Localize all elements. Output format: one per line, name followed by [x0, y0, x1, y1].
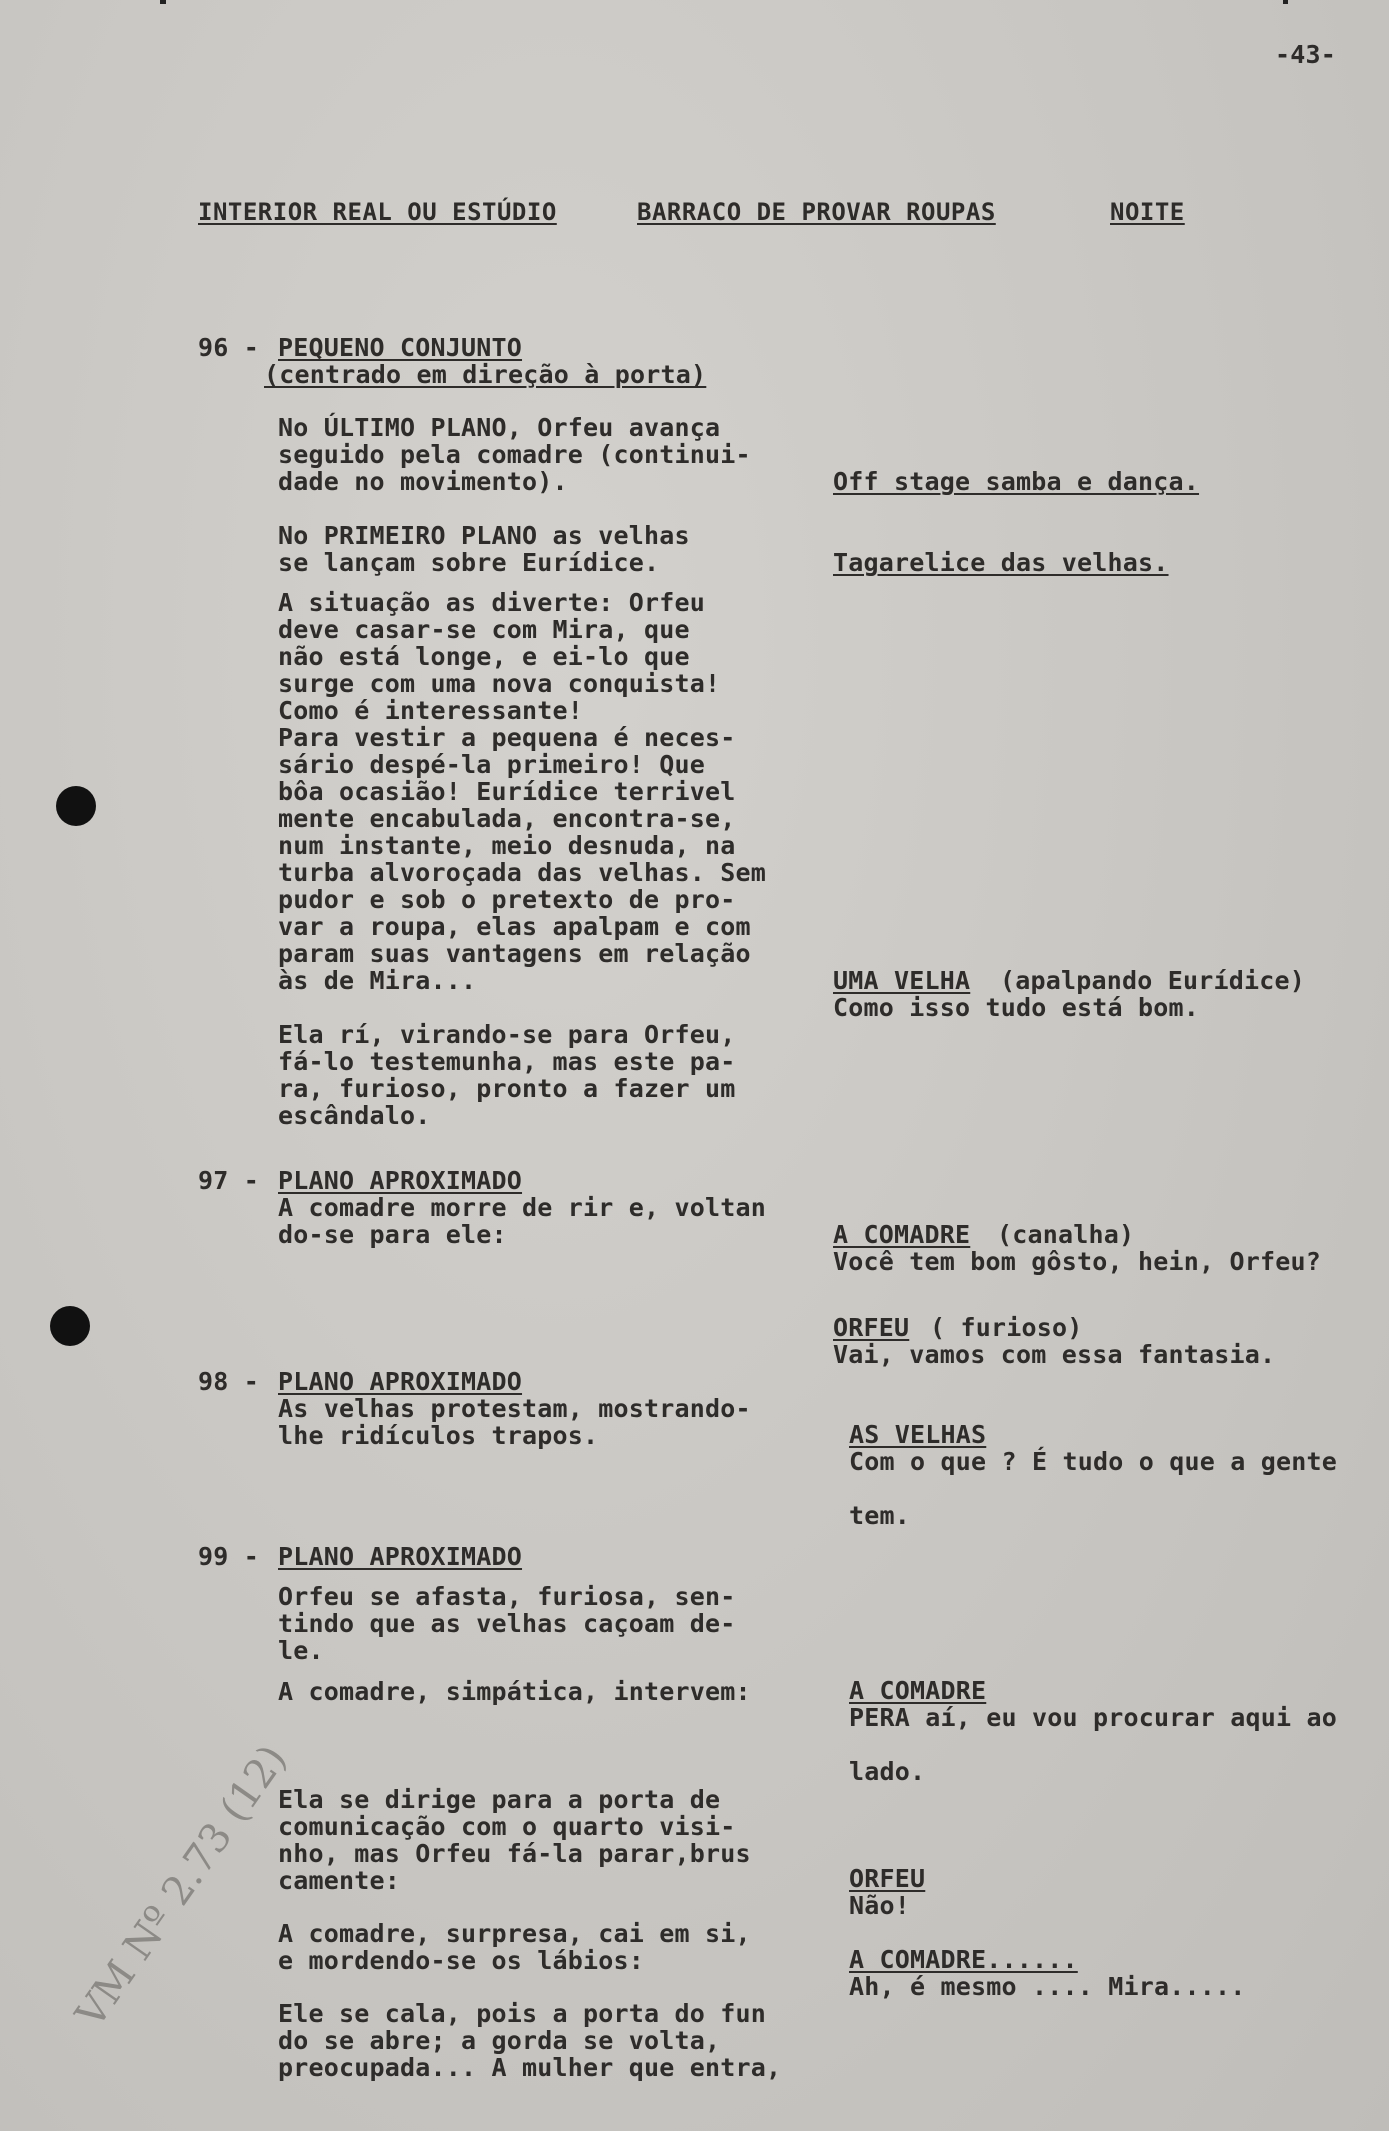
dialogue-line: Ah, é mesmo .... Mira..... — [849, 1972, 1246, 2001]
action-paragraph: Orfeu se afasta, furiosa, sen- tindo que as velhas caçoam de- le. — [278, 1582, 736, 1665]
dialogue-line: Você tem bom gôsto, hein, Orfeu? — [833, 1247, 1322, 1276]
dialogue-line: tem. — [849, 1501, 911, 1530]
shot-title-96: PEQUENO CONJUNTO — [278, 333, 523, 362]
dialogue-character: ORFEU — [849, 1864, 926, 1893]
punch-hole — [56, 786, 96, 826]
action-paragraph: A comadre morre de rir e, voltan do-se para ele: — [278, 1193, 767, 1249]
action-paragraph: No ÚLTIMO PLANO, Orfeu avança seguido pela comadre (continui- dade no movimento). — [278, 413, 751, 496]
dialogue-character: AS VELHAS — [849, 1420, 987, 1449]
page-number: -43- — [1275, 40, 1337, 69]
edge-mark — [1283, 0, 1288, 4]
dialogue-character: A COMADRE — [849, 1676, 987, 1705]
action-paragraph: A comadre, simpática, intervem: — [278, 1677, 751, 1706]
shot-number-97: 97 - — [198, 1166, 260, 1195]
action-paragraph: Ela rí, virando-se para Orfeu, fá-lo testemunha, mas este pa- ra, furioso, pronto a fazer um escândalo. — [278, 1020, 736, 1130]
scene-heading-time: NOITE — [1110, 198, 1185, 226]
shot-title-98: PLANO APROXIMADO — [278, 1367, 523, 1396]
shot-number-99: 99 - — [198, 1542, 260, 1571]
action-paragraph: No PRIMEIRO PLANO as velhas se lançam sobre Eurídice. — [278, 521, 690, 577]
sound-cue: Tagarelice das velhas. — [833, 548, 1169, 577]
dialogue-parenthetical: (apalpando Eurídice) — [1000, 966, 1306, 995]
dialogue-line: Como isso tudo está bom. — [833, 993, 1200, 1022]
shot-number-98: 98 - — [198, 1367, 260, 1396]
shot-title-99: PLANO APROXIMADO — [278, 1542, 523, 1571]
scene-heading-set: BARRACO DE PROVAR ROUPAS — [637, 198, 996, 226]
action-paragraph: A comadre, surpresa, cai em si, e mordendo-se os lábios: — [278, 1919, 751, 1975]
dialogue-line: Não! — [849, 1891, 911, 1920]
dialogue-line: lado. — [849, 1757, 926, 1786]
shot-title-97: PLANO APROXIMADO — [278, 1166, 523, 1195]
shot-number-96: 96 - — [198, 333, 260, 362]
edge-mark — [160, 0, 166, 4]
action-paragraph: As velhas protestam, mostrando- lhe ridículos trapos. — [278, 1394, 751, 1450]
punch-hole — [50, 1306, 90, 1346]
scene-heading-location: INTERIOR REAL OU ESTÚDIO — [198, 198, 557, 226]
dialogue-line: Com o que ? É tudo o que a gente — [849, 1447, 1338, 1476]
action-paragraph: A situação as diverte: Orfeu deve casar-se com Mira, que não está longe, e ei-lo que surge com uma nova conquista! Como é interessante! Para vestir a pequena é neces- sário despé-la primeiro! Que bôa ocasião! Eurídice terrivel mente encabulada, encontra-se, num instante, meio desnuda, na turba alvoroçada das velhas. Sem pudor e sob o pretexto de pro- var a roupa, elas apalpam e com param suas vantagens em relação às de Mira... — [278, 588, 767, 995]
action-paragraph: Ele se cala, pois a porta do fun do se abre; a gorda se volta, preocupada... A mulher que entra, — [278, 1999, 782, 2082]
dialogue-parenthetical: ( furioso) — [930, 1313, 1083, 1342]
dialogue-character: A COMADRE...... — [849, 1945, 1078, 1974]
shot-subtitle-96: (centrado em direção à porta) — [264, 360, 707, 389]
dialogue-character: A COMADRE — [833, 1220, 971, 1249]
dialogue-parenthetical: (canalha) — [997, 1220, 1135, 1249]
archive-handwritten-mark: VM Nº 2.73 (12) — [67, 1736, 296, 2036]
sound-cue: Off stage samba e dança. — [833, 467, 1200, 496]
dialogue-line: PERA aí, eu vou procurar aqui ao — [849, 1703, 1338, 1732]
action-paragraph: Ela se dirige para a porta de comunicação com o quarto visi- nho, mas Orfeu fá-la parar,brus camente: — [278, 1785, 751, 1895]
dialogue-character: UMA VELHA — [833, 966, 971, 995]
dialogue-character: ORFEU — [833, 1313, 910, 1342]
dialogue-line: Vai, vamos com essa fantasia. — [833, 1340, 1276, 1369]
